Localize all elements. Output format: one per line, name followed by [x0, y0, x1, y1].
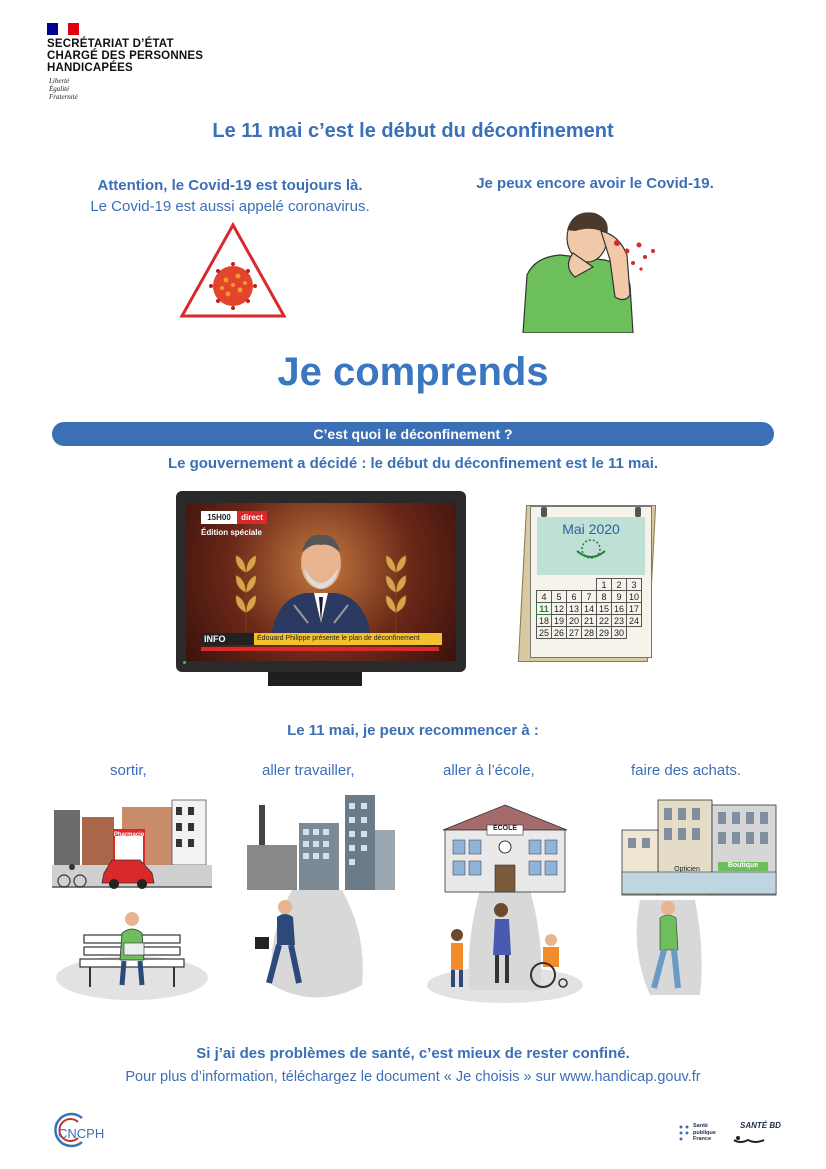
speaker-illustration — [216, 523, 426, 638]
section-pill: C’est quoi le déconfinement ? — [52, 422, 774, 446]
tv-screen — [176, 491, 466, 672]
calendar-day: 18 — [537, 615, 552, 627]
calendar-day: 27 — [567, 627, 582, 639]
calendar-day: 8 — [597, 591, 612, 603]
calendar — [530, 506, 652, 658]
calendar-day — [627, 627, 642, 639]
going-out-illustration — [52, 795, 212, 1005]
republic-motto: Liberté Égalité Fraternité — [49, 77, 78, 101]
calendar-grid — [536, 578, 642, 639]
calendar-week — [537, 615, 642, 627]
calendar-day — [582, 579, 597, 591]
calendar-day: 15 — [597, 603, 612, 615]
tv-ticker: Édouard Philippe présente le plan de déconfinement — [254, 633, 442, 645]
ministry-name: SECRÉTARIAT D’ÉTAT CHARGÉ DES PERSONNES HANDICAPÉES — [47, 38, 204, 74]
boutique-sign: Boutique — [727, 862, 759, 869]
tv-stand — [268, 672, 362, 686]
cncph-logo: CNCPH — [58, 1126, 105, 1141]
calendar-day: 23 — [612, 615, 627, 627]
calendar-day: 20 — [567, 615, 582, 627]
tv-broadcast — [186, 503, 456, 661]
calendar-day-highlighted: 11 — [537, 603, 552, 615]
calendar-day: 28 — [582, 627, 597, 639]
calendar-day: 3 — [627, 579, 642, 591]
virus-mask-icon — [571, 539, 611, 561]
calendar-day: 26 — [552, 627, 567, 639]
sante-bd-logo: SANTÉ BD — [740, 1121, 781, 1130]
calendar-day: 21 — [582, 615, 597, 627]
french-flag-icon — [47, 23, 79, 35]
covid-warning: Attention, le Covid-19 est toujours là. Le Covid-19 est aussi appelé coronavirus. — [90, 177, 370, 215]
tv-time: 15H00 — [201, 511, 237, 524]
calendar-day: 25 — [537, 627, 552, 639]
calendar-day: 19 — [552, 615, 567, 627]
calendar-day: 5 — [552, 591, 567, 603]
page-title: Le 11 mai c’est le début du déconfinement — [212, 120, 614, 142]
calendar-day: 16 — [612, 603, 627, 615]
calendar-day: 29 — [597, 627, 612, 639]
health-warning: Si j’ai des problèmes de santé, c’est mieux de rester confiné. — [196, 1045, 630, 1062]
calendar-day: 17 — [627, 603, 642, 615]
calendar-day — [567, 579, 582, 591]
optician-sign: Opticien — [674, 866, 700, 873]
going-to-work-illustration — [237, 795, 397, 1005]
calendar-day: 6 — [567, 591, 582, 603]
virus-warning-icon — [178, 220, 288, 320]
calendar-day: 9 — [612, 591, 627, 603]
main-heading: Je comprends — [277, 350, 549, 394]
calendar-ring-icon — [541, 507, 547, 517]
more-info: Pour plus d’information, téléchargez le document « Je choisis » sur www.handicap.gouv.fr — [125, 1069, 701, 1085]
calendar-week — [537, 603, 642, 615]
government-decision: Le gouvernement a décidé : le début du déconfinement est le 11 mai. — [167, 455, 659, 472]
pharmacy-sign: Pharmacie — [113, 832, 145, 838]
calendar-header — [537, 517, 645, 575]
calendar-week — [537, 627, 642, 639]
school-sign: ÉCOLE — [492, 825, 518, 832]
calendar-week — [537, 579, 642, 591]
tv-info-tag: INFO — [201, 633, 254, 645]
activity-label-shopping: faire des achats. — [631, 762, 742, 779]
calendar-day: 14 — [582, 603, 597, 615]
shopping-illustration — [620, 790, 780, 1005]
tv-live-badge: direct — [237, 511, 267, 524]
calendar-day: 13 — [567, 603, 582, 615]
calendar-day: 1 — [597, 579, 612, 591]
calendar-month: Mai 2020 — [562, 521, 620, 537]
restart-heading: Le 11 mai, je peux recommencer à : — [287, 722, 539, 739]
activity-label-work: aller travailler, — [262, 762, 355, 779]
tv-red-band — [201, 647, 439, 651]
calendar-day: 7 — [582, 591, 597, 603]
calendar-day — [537, 579, 552, 591]
calendar-week — [537, 591, 642, 603]
still-can-catch-covid: Je peux encore avoir le Covid-19. — [476, 175, 714, 192]
calendar-day: 2 — [612, 579, 627, 591]
calendar-day: 10 — [627, 591, 642, 603]
activity-label-go-out: sortir, — [110, 762, 147, 779]
calendar-day — [552, 579, 567, 591]
sante-publique-logo: Santé publique France — [693, 1123, 716, 1142]
calendar-day: 12 — [552, 603, 567, 615]
calendar-ring-icon — [635, 507, 641, 517]
sante-publique-logo-icon — [678, 1124, 692, 1142]
sneezing-person-icon — [515, 205, 665, 333]
calendar-day: 24 — [627, 615, 642, 627]
activity-label-school: aller à l’école, — [443, 762, 535, 779]
tv-power-led — [183, 661, 186, 664]
calendar-day: 30 — [612, 627, 627, 639]
calendar-day: 22 — [597, 615, 612, 627]
tv-edition: Édition spéciale — [201, 528, 262, 537]
calendar-day: 4 — [537, 591, 552, 603]
